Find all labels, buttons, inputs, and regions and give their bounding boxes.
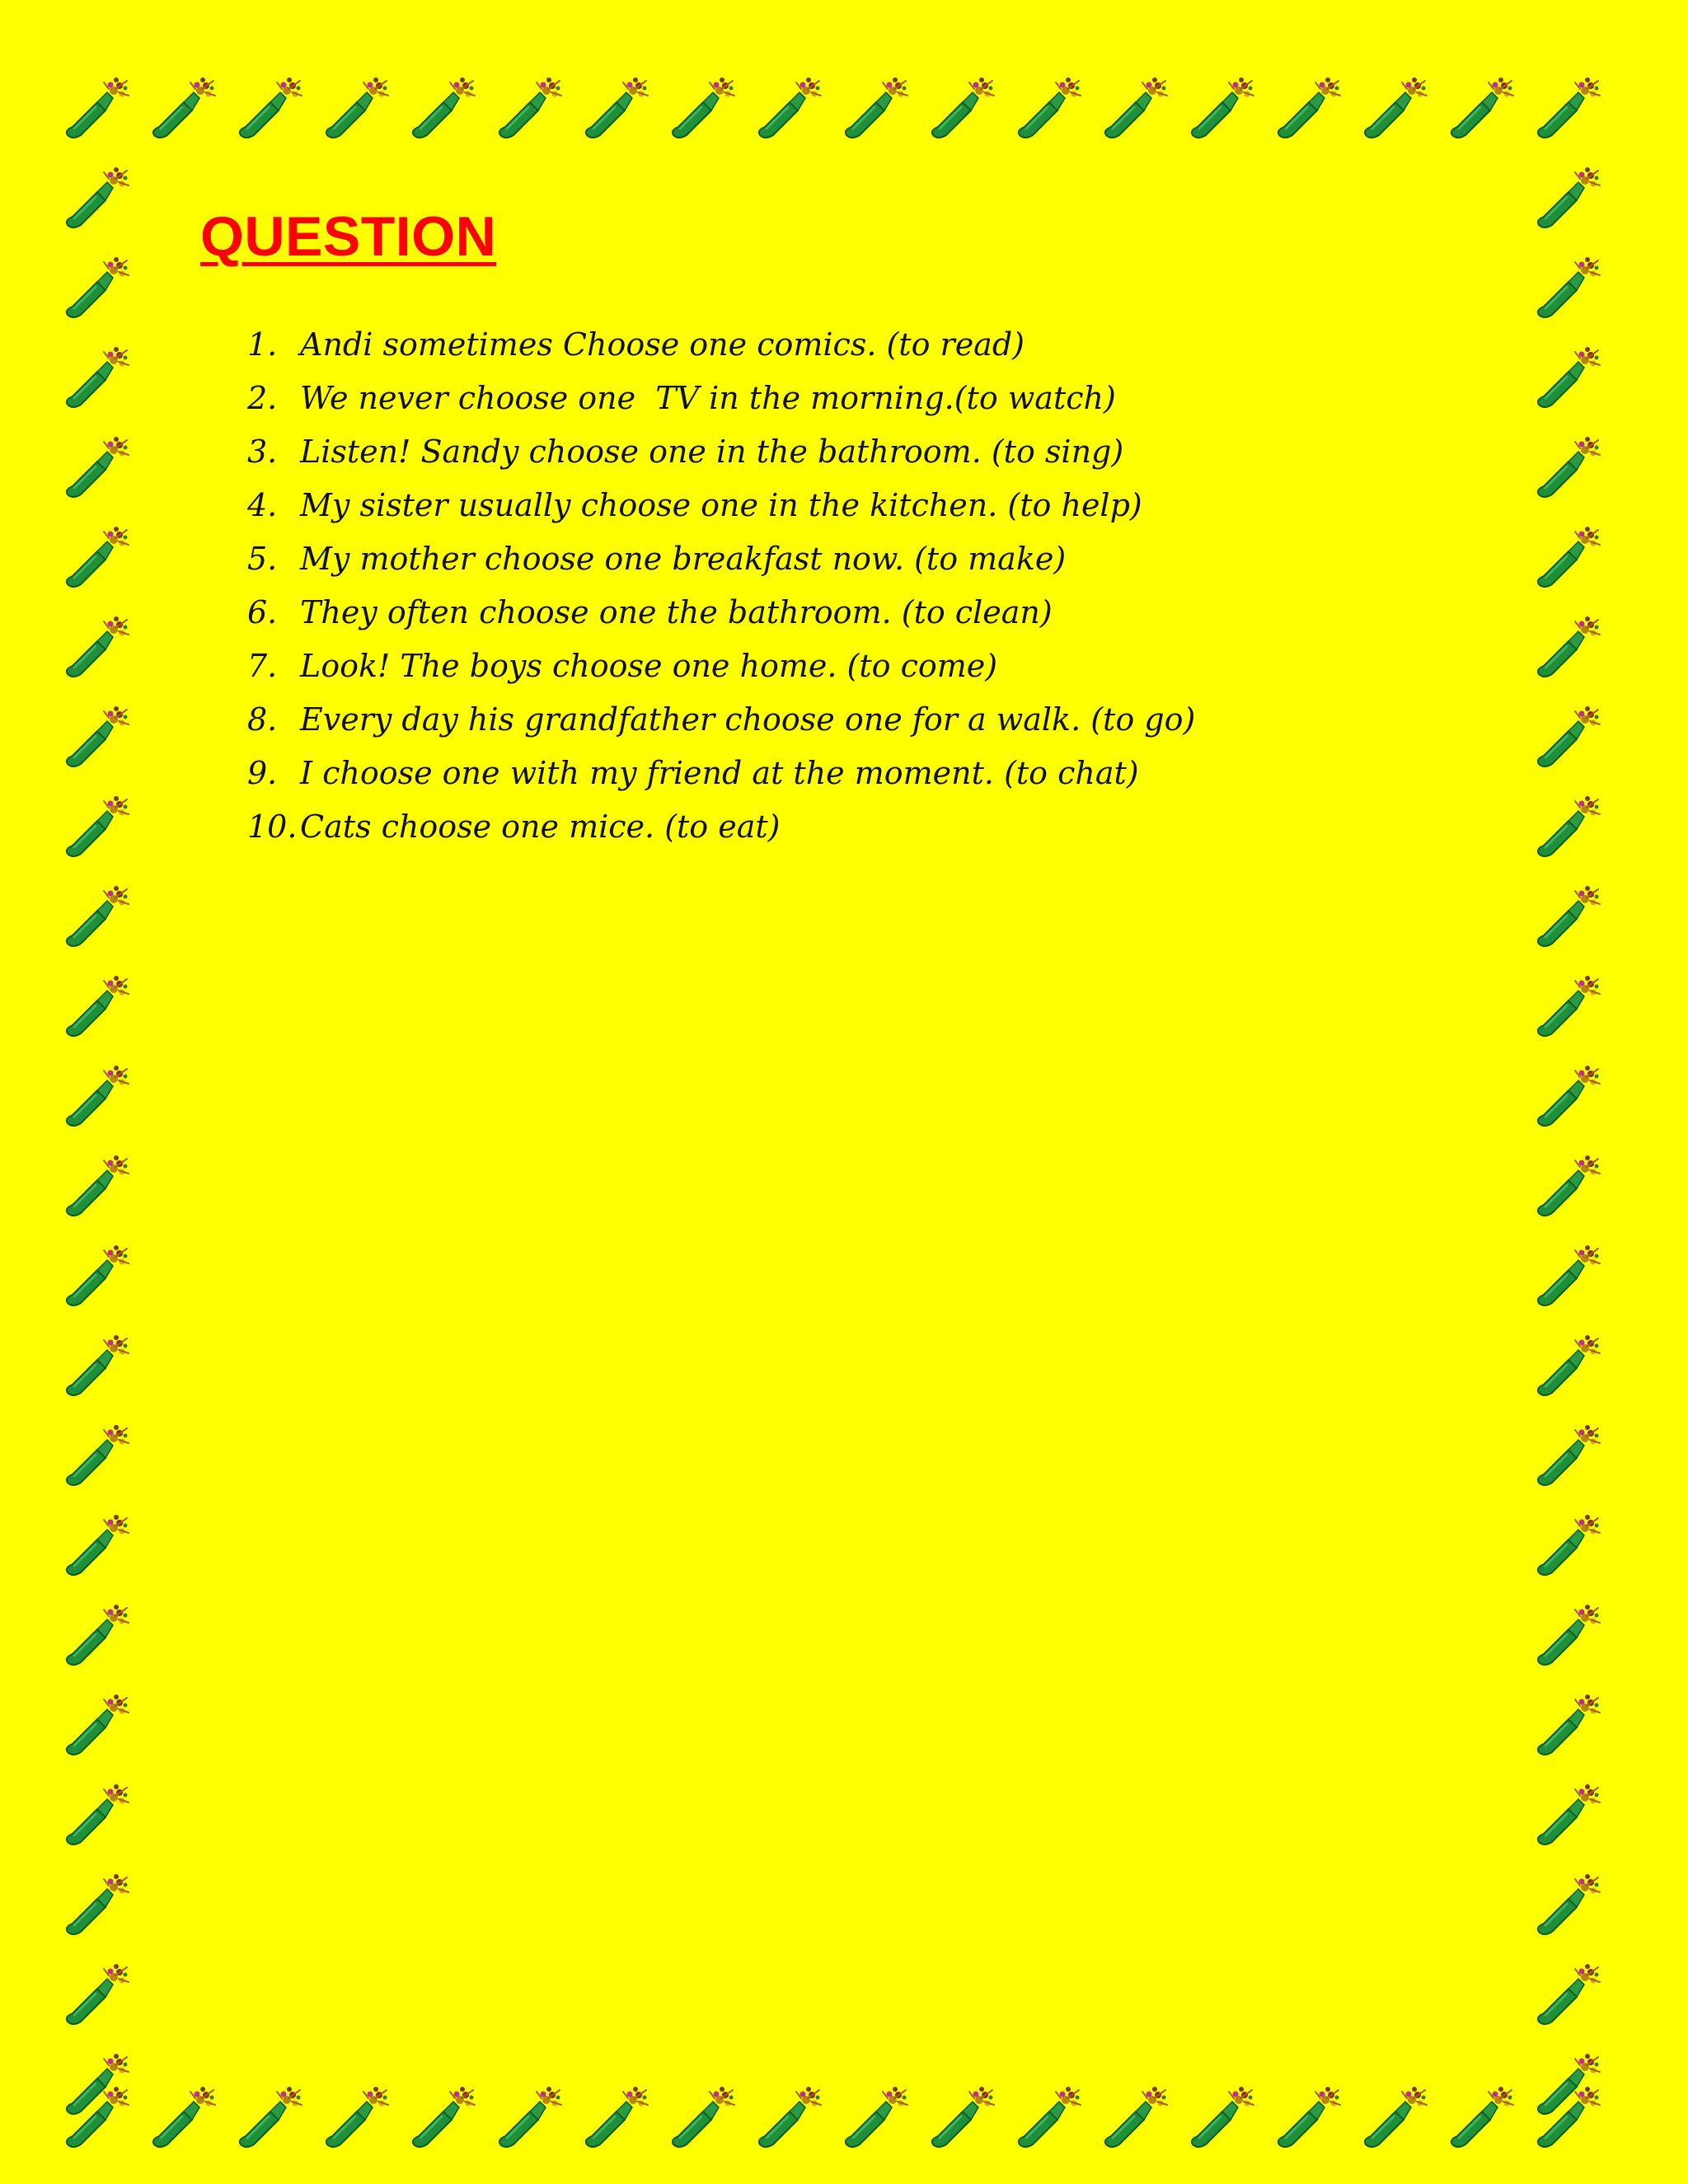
bottle-icon <box>67 706 129 766</box>
bottle-icon <box>67 1245 129 1305</box>
question-text: Every day his grandfather choose one for a walk. (to go) <box>300 701 1196 738</box>
bottle-icon <box>67 527 129 587</box>
question-number: 3. <box>247 433 278 470</box>
list-item <box>247 424 1195 478</box>
bottle-icon <box>1538 1245 1600 1305</box>
bottle-icon <box>673 77 734 138</box>
bottle-icon <box>1365 77 1427 138</box>
bottle-icon <box>67 616 129 677</box>
bottle-icon <box>67 1964 129 2024</box>
question-number: 4. <box>247 486 278 523</box>
bottle-icon <box>1538 347 1600 407</box>
bottle-icon <box>499 2087 561 2147</box>
bottle-icon <box>67 257 129 317</box>
question-text: Andi sometimes Choose one comics. (to read) <box>300 326 1025 363</box>
bottle-icon <box>1538 1066 1600 1126</box>
bottle-icon <box>1538 437 1600 497</box>
question-number: 1. <box>247 326 278 363</box>
question-number: 8. <box>247 701 278 738</box>
bottle-icon <box>1538 1425 1600 1485</box>
question-number: 6. <box>247 593 278 630</box>
bottle-icon <box>67 2087 129 2147</box>
bottle-icon <box>1538 976 1600 1036</box>
bottle-icon <box>1278 2087 1340 2147</box>
bottle-icon <box>932 77 994 138</box>
question-number: 9. <box>247 754 278 791</box>
list-item <box>247 639 1195 692</box>
bottle-icon <box>153 77 215 138</box>
bottle-icon <box>846 2087 907 2147</box>
bottle-icon <box>1538 1694 1600 1755</box>
bottle-icon <box>67 1694 129 1755</box>
bottle-icon <box>67 347 129 407</box>
bottle-icon <box>67 437 129 497</box>
question-text: Look! The boys choose one home. (to come) <box>300 647 998 684</box>
bottle-icon <box>1538 1784 1600 1844</box>
bottle-icon <box>326 2087 388 2147</box>
bottle-icon <box>67 1335 129 1395</box>
question-number: 2. <box>247 379 278 416</box>
bottle-icon <box>1538 77 1600 138</box>
bottle-icon <box>1538 616 1600 677</box>
bottle-icon <box>67 2054 129 2114</box>
list-item <box>247 371 1195 424</box>
bottle-icon <box>413 2087 475 2147</box>
list-item <box>247 746 1195 799</box>
bottle-icon <box>1365 2087 1427 2147</box>
bottle-icon <box>1538 796 1600 856</box>
question-list <box>247 317 1195 853</box>
page-title: QUESTION <box>200 205 497 268</box>
bottle-icon <box>67 796 129 856</box>
bottle-icon <box>1538 706 1600 766</box>
question-text: Cats choose one mice. (to eat) <box>300 808 781 845</box>
bottle-icon <box>1019 2087 1081 2147</box>
bottle-icon <box>1538 167 1600 227</box>
question-text: I choose one with my friend at the moment. (to chat) <box>300 754 1139 791</box>
bottle-icon <box>240 2087 302 2147</box>
question-text: My mother choose one breakfast now. (to make) <box>300 540 1067 577</box>
bottle-icon <box>67 1155 129 1216</box>
question-text: We never choose one TV in the morning.(to watch) <box>300 379 1116 416</box>
bottle-icon <box>1451 2087 1513 2147</box>
bottle-icon <box>1105 2087 1167 2147</box>
bottle-icon <box>240 77 302 138</box>
list-item <box>247 478 1195 532</box>
bottle-icon <box>1538 257 1600 317</box>
bottle-icon <box>1538 1964 1600 2024</box>
bottle-icon <box>413 77 475 138</box>
question-text: Listen! Sandy choose one in the bathroom. (to sing) <box>300 433 1124 470</box>
bottle-icon <box>67 1784 129 1844</box>
bottle-icon <box>67 1066 129 1126</box>
bottle-icon <box>67 1425 129 1485</box>
bottle-icon <box>1538 1155 1600 1216</box>
bottle-icon <box>67 1515 129 1575</box>
bottle-icon <box>67 1874 129 1934</box>
bottle-icon <box>67 167 129 227</box>
bottle-icon <box>1538 1605 1600 1665</box>
bottle-icon <box>1105 77 1167 138</box>
question-number: 7. <box>247 647 278 684</box>
bottle-icon <box>1192 77 1254 138</box>
bottle-icon <box>326 77 388 138</box>
bottle-icon <box>1451 77 1513 138</box>
bottle-icon <box>1019 77 1081 138</box>
bottle-icon <box>1538 886 1600 946</box>
bottle-icon <box>67 976 129 1036</box>
bottle-icon <box>153 2087 215 2147</box>
list-item <box>247 532 1195 585</box>
bottle-icon <box>67 886 129 946</box>
bottle-icon <box>1538 1874 1600 1934</box>
bottle-icon <box>759 77 821 138</box>
bottle-icon <box>67 77 129 138</box>
bottle-icon <box>586 77 648 138</box>
bottle-icon <box>846 77 907 138</box>
bottle-icon <box>1538 527 1600 587</box>
question-text: My sister usually choose one in the kitchen. (to help) <box>300 486 1142 523</box>
question-number: 10. <box>247 808 298 845</box>
bottle-icon <box>1538 1335 1600 1395</box>
bottle-icon <box>759 2087 821 2147</box>
bottle-icon <box>1192 2087 1254 2147</box>
question-number: 5. <box>247 540 278 577</box>
bottle-icon <box>932 2087 994 2147</box>
list-item <box>247 799 1195 853</box>
list-item <box>247 585 1195 639</box>
bottle-icon <box>586 2087 648 2147</box>
question-text: They often choose one the bathroom. (to clean) <box>300 593 1053 630</box>
bottle-icon <box>1538 1515 1600 1575</box>
bottle-icon <box>1538 2087 1600 2147</box>
bottle-icon <box>67 1605 129 1665</box>
bottle-icon <box>1538 2054 1600 2114</box>
list-item <box>247 692 1195 746</box>
bottle-icon <box>499 77 561 138</box>
list-item <box>247 317 1195 371</box>
bottle-icon <box>673 2087 734 2147</box>
bottle-icon <box>1278 77 1340 138</box>
